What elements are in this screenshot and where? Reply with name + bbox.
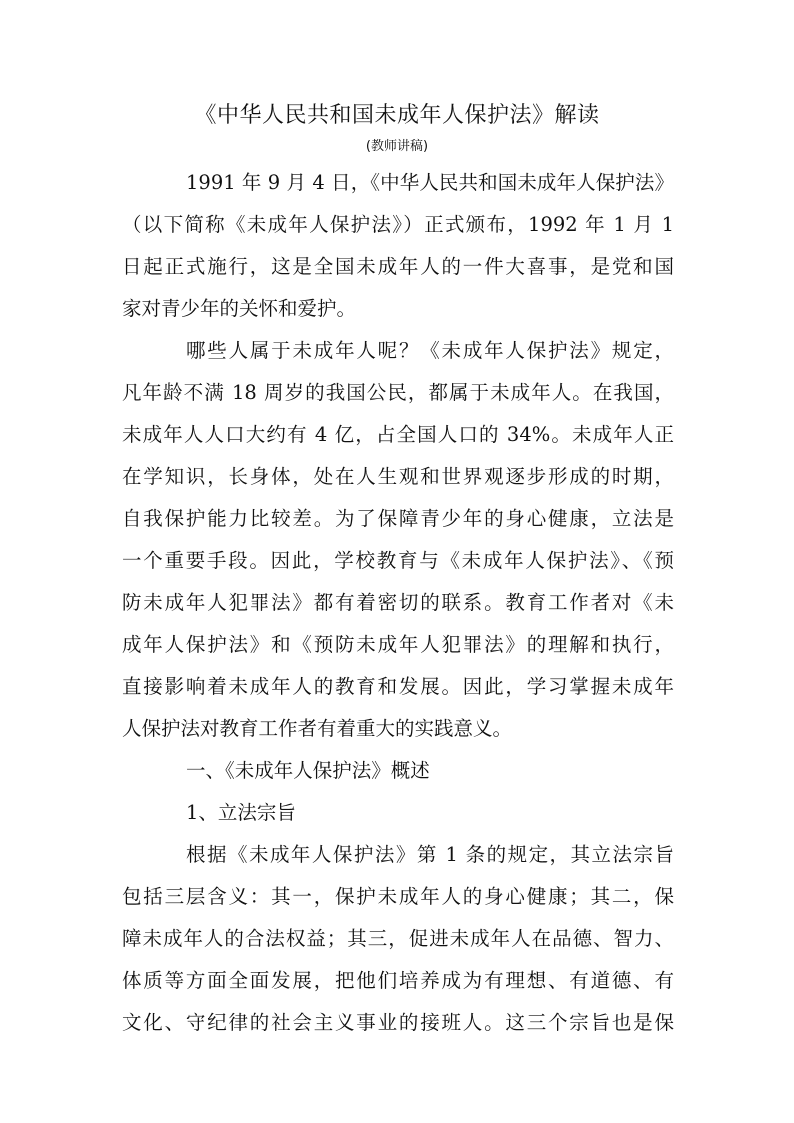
paragraph-2-line-7: 防未成年人犯罪法》都有着密切的联系。教育工作者对《未 [122,591,674,614]
paragraph-2-line-1: 哪些人属于未成年人呢？《未成年人保护法》规定， [186,339,674,362]
paragraph-3-line-2: 包括三层含义：其一，保护未成年人的身心健康；其二，保 [122,885,674,908]
paragraph-1-line-4: 家对青少年的关怀和爱护。 [122,297,357,320]
paragraph-2-line-3: 未成年人人口大约有 4 亿，占全国人口的 34%。未成年人正 [122,423,674,446]
paragraph-2-line-6: 一个重要手段。因此，学校教育与《未成年人保护法》、《预 [122,549,674,572]
paragraph-2-line-2: 凡年龄不满 18 周岁的我国公民，都属于未成年人。在我国， [122,381,674,404]
paragraph-3-line-4: 体质等方面全面发展，把他们培养成为有理想、有道德、有 [122,969,674,992]
paragraph-2-line-4: 在学知识，长身体，处在人生观和世界观逐步形成的时期， [122,465,674,488]
paragraph-3-line-5: 文化、守纪律的社会主义事业的接班人。这三个宗旨也是保 [122,1011,674,1034]
paragraph-1-line-2: （以下简称《未成年人保护法》）正式颁布，1992 年 1 月 1 [122,213,674,236]
section-heading: 一、《未成年人保护法》概述 [186,759,430,782]
paragraph-2-line-9: 直接影响着未成年人的教育和发展。因此，学习掌握未成年 [122,675,674,698]
document-subtitle: (教师讲稿) [365,139,429,154]
subsection-heading: 1、立法宗旨 [186,801,296,824]
paragraph-1-line-1: 1991 年 9 月 4 日，《中华人民共和国未成年人保护法》 [186,171,674,194]
document-title: 《中华人民共和国未成年人保护法》解读 [194,103,600,128]
paragraph-1-line-3: 日起正式施行，这是全国未成年人的一件大喜事，是党和国 [122,255,674,278]
paragraph-3-line-3: 障未成年人的合法权益；其三，促进未成年人在品德、智力、 [122,927,674,950]
paragraph-3-line-1: 根据《未成年人保护法》第 1 条的规定，其立法宗旨 [186,843,674,866]
paragraph-2-line-10: 人保护法对教育工作者有着重大的实践意义。 [122,717,513,740]
paragraph-2-line-5: 自我保护能力比较差。为了保障青少年的身心健康，立法是 [122,507,674,530]
paragraph-2-line-8: 成年人保护法》和《预防未成年人犯罪法》的理解和执行， [122,633,674,656]
